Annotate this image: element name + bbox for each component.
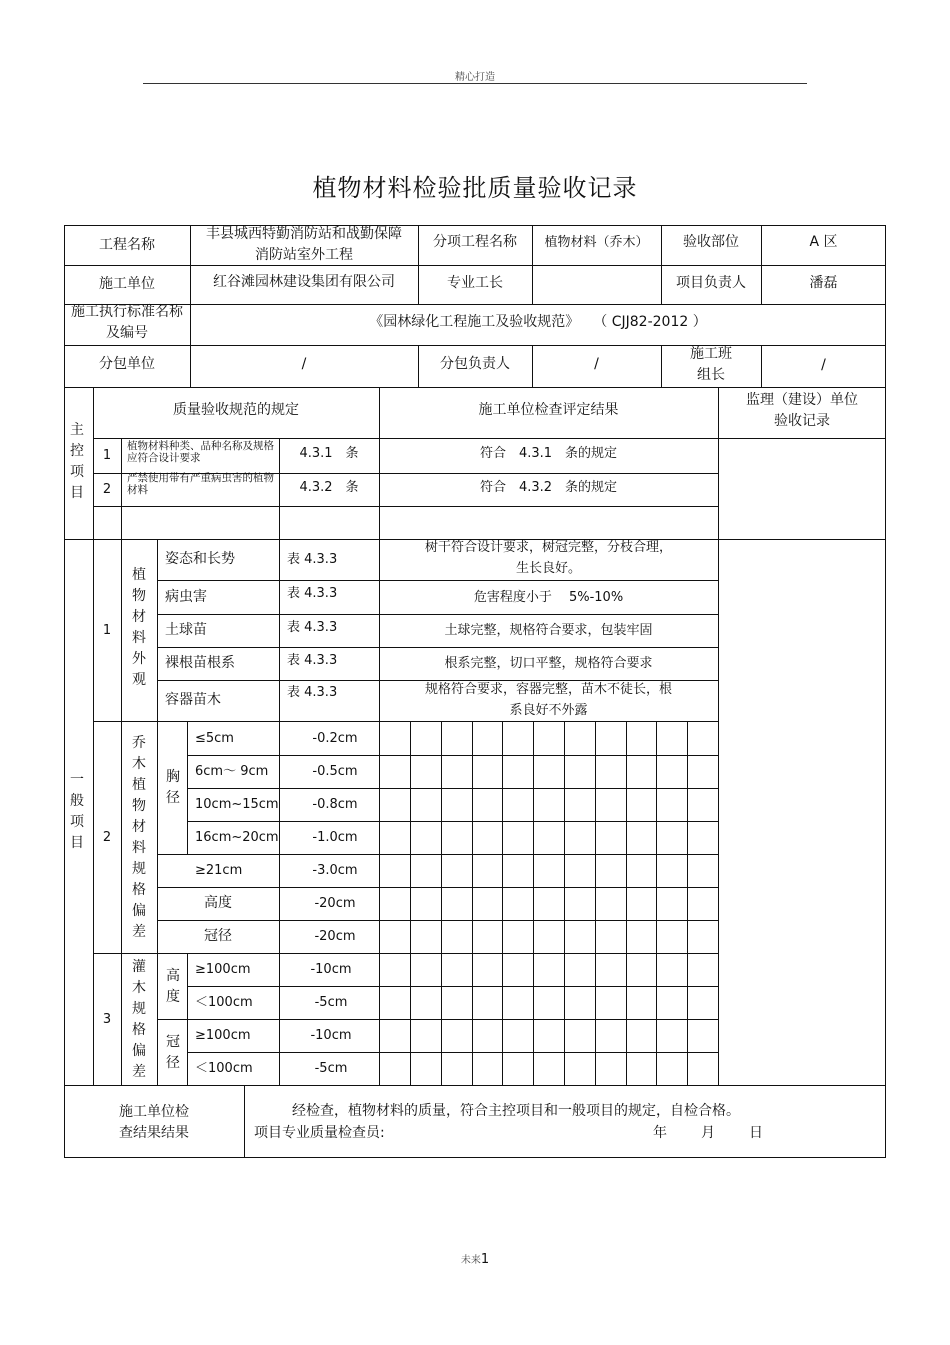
- main-item-no: 2: [102, 482, 112, 497]
- conclusion-label: 施工单位检查结果结果: [119, 1104, 189, 1141]
- tree-spec-group-label: 乔木植物材料规格偏差: [132, 735, 146, 940]
- inspector-label: 项目专业质量检查员:: [254, 1125, 385, 1141]
- supervision-header: 监理（建设）单位验收记录: [746, 392, 858, 429]
- dbh-label: 胸径: [166, 769, 180, 806]
- shrub-spec-group-label: 灌木规格偏差: [132, 959, 146, 1080]
- result-header: 施工单位检查评定结果: [478, 401, 619, 418]
- appearance-row-name: 容器苗木: [165, 692, 221, 708]
- dbh-size: 6cm～ 9cm: [195, 764, 269, 779]
- tree-height-tolerance: -20cm: [314, 896, 356, 911]
- main-item-no: 1: [102, 448, 112, 463]
- main-item-desc: 植物材料种类、品种名称及规格应符合设计要求: [127, 440, 274, 464]
- appearance-row-name: 姿态和长势: [165, 551, 235, 567]
- shrub-size: ＜100cm: [195, 995, 253, 1010]
- tree-crown-tolerance: -20cm: [314, 929, 356, 944]
- project-name-label: 工程名称: [99, 236, 155, 253]
- shrub-tolerance: -5cm: [314, 1061, 348, 1076]
- team-leader-value: /: [821, 356, 826, 373]
- spec-header: 质量验收规范的规定: [173, 401, 299, 418]
- appearance-row-ref: 表 4.3.3: [287, 552, 338, 567]
- appearance-row-result: 危害程度小于 5%-10%: [473, 589, 624, 605]
- date-year: 年: [653, 1125, 667, 1141]
- dbh-size: 10cm~15cm: [195, 797, 279, 812]
- conclusion-text: 经检查，植物材料的质量，符合主控项目和一般项目的规定，自检合格。: [292, 1103, 740, 1119]
- page-title: 植物材料检验批质量验收记录: [312, 174, 638, 202]
- dbh-tolerance: -3.0cm: [312, 863, 358, 878]
- part-label: 验收部位: [683, 233, 739, 250]
- standard-value: 《园林绿化工程施工及验收规范》 （ CJJ82-2012 ）: [369, 313, 707, 330]
- shrub-tolerance: -5cm: [314, 995, 348, 1010]
- project-name-value: 丰县城西特勤消防站和战勤保障消防站室外工程: [206, 226, 402, 263]
- shrub-size: ≥100cm: [195, 1028, 251, 1043]
- page-number: 1: [480, 1252, 490, 1267]
- main-item-result: 符合 4.3.2 条的规定: [479, 480, 618, 495]
- dbh-size: 16cm~20cm: [195, 830, 279, 845]
- appearance-row-ref: 表 4.3.3: [287, 652, 338, 668]
- dbh-tolerance: -0.8cm: [312, 797, 358, 812]
- main-control-label: 主控项目: [70, 422, 84, 501]
- subcontractor-value: /: [301, 355, 307, 372]
- standard-label: 施工执行标准名称及编号: [71, 304, 183, 341]
- sub-project-value: 植物材料（乔木）: [544, 234, 649, 250]
- appearance-row-result: 规格符合要求，容器完整，苗木不徒长，根系良好不外露: [424, 681, 672, 718]
- team-leader-label: 施工班组长: [690, 346, 732, 383]
- foreman-value: [532, 265, 661, 301]
- page-footer: [0, 1251, 950, 1267]
- shrub-size: ≥100cm: [195, 962, 251, 977]
- dbh-tolerance: -0.5cm: [312, 764, 358, 779]
- shrub-height-label: 高度: [166, 968, 180, 1005]
- main-item-result: 符合 4.3.1 条的规定: [479, 445, 618, 461]
- appearance-row-name: 裸根苗根系: [165, 655, 235, 671]
- appearance-row-result: 树干符合设计要求，树冠完整，分枝合理，生长良好。: [424, 539, 672, 576]
- foreman-label: 专业工长: [447, 274, 503, 291]
- tree-height-label: 高度: [204, 895, 232, 911]
- page-header-tag: 精心打造: [455, 72, 495, 83]
- general-item-no: 1: [102, 622, 112, 638]
- appearance-row-name: 土球苗: [165, 622, 207, 638]
- date-month: 月: [701, 1125, 715, 1141]
- appearance-row-ref: 表 4.3.3: [287, 619, 338, 635]
- shrub-tolerance: -10cm: [310, 962, 352, 977]
- shrub-tolerance: -10cm: [310, 1028, 352, 1043]
- manager-label: 项目负责人: [676, 274, 746, 291]
- contractor-label: 施工单位: [99, 276, 155, 292]
- general-label: 一般项目: [70, 772, 84, 851]
- footer-text: 未来: [460, 1255, 481, 1266]
- subcontractor-label: 分包单位: [99, 355, 155, 372]
- appearance-row-name: 病虫害: [165, 588, 207, 605]
- dbh-tolerance: -1.0cm: [312, 830, 358, 845]
- appearance-row-ref: 表 4.3.3: [287, 684, 338, 700]
- shrub-size: ＜100cm: [195, 1061, 253, 1076]
- appearance-row-result: 根系完整，切口平整，规格符合要求: [444, 656, 653, 671]
- appearance-group-label: 植物材料外观: [132, 567, 146, 688]
- main-item-desc: 严禁使用带有严重病虫害的植物材料: [127, 472, 274, 496]
- sub-manager-value: /: [594, 355, 599, 372]
- contractor-value: 红谷滩园林建设集团有限公司: [213, 274, 395, 290]
- dbh-tolerance: -0.2cm: [312, 730, 358, 746]
- appearance-row-ref: 表 4.3.3: [287, 585, 338, 601]
- manager-value: 潘磊: [809, 274, 838, 291]
- sub-manager-label: 分包负责人: [440, 355, 510, 372]
- sub-project-label: 分项工程名称: [433, 233, 517, 250]
- tree-crown-label: 冠径: [204, 928, 232, 944]
- main-item-clause: 4.3.1 条: [299, 445, 359, 461]
- general-item-no: 2: [102, 829, 112, 845]
- dbh-size: ≤5cm: [195, 730, 234, 746]
- appearance-row-result: 土球完整，规格符合要求，包装牢固: [444, 623, 653, 638]
- date-day: 日: [749, 1125, 763, 1141]
- part-value: A 区: [809, 233, 838, 250]
- dbh-size: ≥21cm: [195, 863, 243, 878]
- header-rule: [143, 83, 807, 84]
- shrub-crown-label: 冠径: [166, 1034, 180, 1071]
- general-item-no: 3: [102, 1011, 112, 1027]
- main-item-clause: 4.3.2 条: [299, 480, 359, 495]
